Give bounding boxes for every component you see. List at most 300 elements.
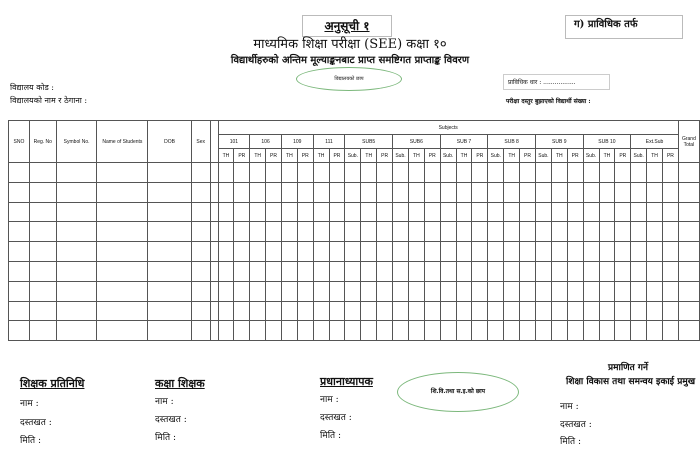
table-cell	[456, 281, 472, 301]
table-cell	[488, 163, 504, 183]
table-cell	[313, 261, 329, 281]
table-cell	[250, 222, 266, 242]
subject-header-2: 109	[281, 135, 313, 149]
table-cell	[297, 202, 313, 222]
table-cell	[631, 182, 647, 202]
table-row	[9, 281, 700, 301]
table-cell	[567, 261, 583, 281]
table-cell	[361, 182, 377, 202]
table-cell	[9, 321, 30, 341]
table-row	[9, 242, 700, 262]
table-cell	[520, 261, 536, 281]
table-cell	[631, 202, 647, 222]
table-cell	[313, 163, 329, 183]
table-cell	[97, 281, 148, 301]
table-cell	[424, 222, 440, 242]
table-cell	[599, 202, 615, 222]
table-cell	[408, 301, 424, 321]
sub-header-1-0: TH	[250, 149, 266, 163]
table-cell	[250, 202, 266, 222]
table-cell	[218, 242, 234, 262]
table-cell	[393, 321, 409, 341]
table-cell	[678, 242, 699, 262]
table-cell	[583, 321, 599, 341]
table-cell	[234, 301, 250, 321]
table-cell	[599, 321, 615, 341]
table-cell	[393, 163, 409, 183]
table-cell	[440, 202, 456, 222]
table-cell	[678, 301, 699, 321]
table-cell	[266, 261, 282, 281]
table-cell	[97, 261, 148, 281]
table-cell	[551, 222, 567, 242]
table-cell	[535, 242, 551, 262]
certifier-date: मिति :	[560, 437, 582, 447]
table-cell	[148, 163, 191, 183]
sub-header-8-0: Sub.	[535, 149, 551, 163]
table-cell	[551, 281, 567, 301]
table-cell	[250, 301, 266, 321]
table-cell	[281, 261, 297, 281]
table-cell	[29, 301, 56, 321]
table-cell	[615, 163, 631, 183]
table-cell	[250, 281, 266, 301]
table-cell	[345, 163, 361, 183]
table-cell	[472, 242, 488, 262]
table-cell	[191, 202, 210, 222]
table-cell	[663, 163, 679, 183]
table-cell	[361, 202, 377, 222]
table-cell	[567, 222, 583, 242]
table-cell	[361, 261, 377, 281]
table-cell	[313, 202, 329, 222]
table-cell	[9, 301, 30, 321]
table-cell	[210, 301, 218, 321]
sub-header-2-0: TH	[281, 149, 297, 163]
table-cell	[234, 242, 250, 262]
table-cell	[266, 281, 282, 301]
table-cell	[663, 281, 679, 301]
table-cell	[29, 281, 56, 301]
table-cell	[678, 281, 699, 301]
table-cell	[393, 301, 409, 321]
table-cell	[535, 321, 551, 341]
table-cell	[647, 222, 663, 242]
table-cell	[456, 222, 472, 242]
table-cell	[424, 242, 440, 262]
table-cell	[266, 242, 282, 262]
table-cell	[678, 163, 699, 183]
sub-header-8-1: TH	[551, 149, 567, 163]
table-cell	[329, 242, 345, 262]
school-code-label: विद्यालय कोड :	[10, 83, 54, 92]
table-cell	[218, 222, 234, 242]
table-cell	[647, 182, 663, 202]
table-cell	[408, 202, 424, 222]
table-cell	[535, 281, 551, 301]
table-cell	[615, 182, 631, 202]
table-cell	[297, 163, 313, 183]
table-cell	[408, 163, 424, 183]
table-cell	[615, 242, 631, 262]
table-cell	[535, 261, 551, 281]
table-cell	[663, 261, 679, 281]
table-cell	[56, 202, 97, 222]
table-cell	[281, 202, 297, 222]
table-cell	[615, 321, 631, 341]
table-cell	[377, 301, 393, 321]
table-cell	[97, 301, 148, 321]
table-cell	[583, 261, 599, 281]
table-cell	[234, 261, 250, 281]
table-cell	[583, 281, 599, 301]
table-cell	[377, 222, 393, 242]
table-cell	[234, 222, 250, 242]
sub-header-1-1: PR	[266, 149, 282, 163]
table-cell	[29, 222, 56, 242]
table-cell	[567, 301, 583, 321]
table-cell	[647, 163, 663, 183]
table-cell	[266, 163, 282, 183]
table-cell	[440, 281, 456, 301]
table-cell	[583, 202, 599, 222]
table-cell	[583, 182, 599, 202]
subject-header-9: SUB 10	[583, 135, 631, 149]
marks-table	[8, 120, 700, 341]
table-cell	[281, 222, 297, 242]
table-cell	[408, 321, 424, 341]
table-cell	[440, 163, 456, 183]
sub-header-5-2: PR	[424, 149, 440, 163]
col-header-5: Sex	[191, 121, 210, 163]
table-cell	[631, 222, 647, 242]
table-cell	[345, 261, 361, 281]
table-cell	[551, 202, 567, 222]
table-cell	[313, 242, 329, 262]
table-cell	[329, 261, 345, 281]
table-cell	[297, 301, 313, 321]
table-cell	[535, 222, 551, 242]
table-cell	[678, 222, 699, 242]
table-cell	[583, 301, 599, 321]
table-cell	[504, 261, 520, 281]
table-cell	[377, 202, 393, 222]
table-cell	[218, 301, 234, 321]
table-cell	[631, 301, 647, 321]
table-cell	[377, 281, 393, 301]
table-cell	[599, 281, 615, 301]
table-cell	[520, 222, 536, 242]
table-cell	[345, 202, 361, 222]
table-cell	[488, 242, 504, 262]
table-cell	[472, 202, 488, 222]
table-cell	[440, 321, 456, 341]
table-cell	[191, 163, 210, 183]
table-cell	[148, 261, 191, 281]
table-cell	[520, 281, 536, 301]
col-header-2: Symbol​ No.	[56, 121, 97, 163]
table-cell	[218, 261, 234, 281]
table-cell	[266, 321, 282, 341]
table-cell	[408, 222, 424, 242]
table-cell	[615, 301, 631, 321]
table-cell	[266, 222, 282, 242]
table-cell	[9, 242, 30, 262]
table-cell	[210, 261, 218, 281]
subject-header-10: Ext.Sub	[631, 135, 679, 149]
table-cell	[678, 182, 699, 202]
table-cell	[361, 222, 377, 242]
table-cell	[440, 301, 456, 321]
table-cell	[281, 321, 297, 341]
table-cell	[210, 202, 218, 222]
page-subtitle: विद्यार्थीहरुको अन्तिम मूल्याङ्कनबाट प्राप्त समष्टिगत प्राप्ताङ्क विवरण	[230, 55, 470, 66]
table-cell	[297, 222, 313, 242]
table-cell	[361, 163, 377, 183]
class-teacher-name: नाम :	[155, 397, 174, 407]
table-cell	[148, 182, 191, 202]
school-stamp: विद्यालयको छाप	[296, 67, 402, 91]
table-cell	[456, 182, 472, 202]
table-cell	[313, 301, 329, 321]
sub-header-7-0: Sub.	[488, 149, 504, 163]
table-cell	[345, 222, 361, 242]
table-cell	[599, 261, 615, 281]
table-cell	[663, 242, 679, 262]
table-cell	[393, 281, 409, 301]
table-cell	[440, 242, 456, 262]
grand-total-header: Grand Total	[678, 121, 699, 163]
table-cell	[472, 222, 488, 242]
table-cell	[424, 281, 440, 301]
table-cell	[583, 163, 599, 183]
table-cell	[29, 163, 56, 183]
table-cell	[191, 281, 210, 301]
col-header-3: Name of Students	[97, 121, 148, 163]
table-cell	[456, 261, 472, 281]
table-cell	[408, 242, 424, 262]
table-cell	[313, 281, 329, 301]
principal-heading: प्रधानाध्यापक	[320, 375, 373, 388]
table-cell	[329, 163, 345, 183]
table-cell	[234, 163, 250, 183]
table-cell	[456, 301, 472, 321]
class-teacher-date: मिति :	[155, 433, 177, 443]
table-cell	[615, 202, 631, 222]
table-cell	[377, 182, 393, 202]
table-cell	[393, 182, 409, 202]
principal-signature: दस्तखत :	[320, 413, 352, 423]
table-cell	[281, 301, 297, 321]
table-cell	[567, 321, 583, 341]
subject-header-4: SUB5	[345, 135, 393, 149]
table-cell	[678, 321, 699, 341]
table-row	[9, 261, 700, 281]
table-cell	[250, 261, 266, 281]
certifier-office: शिक्षा विकास तथा समन्वय इकाई प्रमुख	[566, 377, 696, 387]
table-cell	[599, 242, 615, 262]
table-cell	[520, 202, 536, 222]
table-cell	[250, 242, 266, 262]
certifier-name: नाम :	[560, 402, 579, 412]
table-cell	[329, 182, 345, 202]
table-cell	[535, 182, 551, 202]
table-cell	[29, 182, 56, 202]
table-cell	[408, 261, 424, 281]
table-cell	[520, 301, 536, 321]
table-cell	[361, 321, 377, 341]
table-cell	[250, 321, 266, 341]
table-cell	[56, 281, 97, 301]
table-row	[9, 182, 700, 202]
table-cell	[520, 182, 536, 202]
table-cell	[488, 301, 504, 321]
table-cell	[297, 261, 313, 281]
table-cell	[408, 182, 424, 202]
table-cell	[567, 163, 583, 183]
subject-teacher-heading: शिक्षक प्रतिनिधि	[20, 377, 85, 390]
table-cell	[377, 261, 393, 281]
table-cell	[191, 222, 210, 242]
table-cell	[56, 242, 97, 262]
table-cell	[599, 301, 615, 321]
table-cell	[647, 202, 663, 222]
table-cell	[234, 182, 250, 202]
table-cell	[504, 182, 520, 202]
table-cell	[599, 222, 615, 242]
sub-header-2-1: PR	[297, 149, 313, 163]
table-cell	[504, 321, 520, 341]
table-cell	[97, 242, 148, 262]
table-cell	[218, 163, 234, 183]
subject-header-8: SUB 9	[535, 135, 583, 149]
table-cell	[250, 182, 266, 202]
table-cell	[9, 281, 30, 301]
exam-students-label: परीक्षा दस्तुर बुझाएको विद्यार्थी संख्या :	[506, 98, 591, 105]
table-row	[9, 222, 700, 242]
class-teacher-signature: दस्तखत :	[155, 415, 187, 425]
class-teacher-heading: कक्षा शिक्षक	[155, 377, 205, 390]
table-cell	[148, 321, 191, 341]
subject-teacher-signature: दस्तखत :	[20, 418, 52, 428]
table-cell	[567, 182, 583, 202]
table-cell	[678, 202, 699, 222]
sub-header-3-0: TH	[313, 149, 329, 163]
table-cell	[393, 242, 409, 262]
table-cell	[148, 281, 191, 301]
table-cell	[647, 261, 663, 281]
table-cell	[361, 281, 377, 301]
table-cell	[583, 242, 599, 262]
table-cell	[210, 321, 218, 341]
table-cell	[56, 301, 97, 321]
table-cell	[551, 182, 567, 202]
table-cell	[567, 242, 583, 262]
table-cell	[647, 281, 663, 301]
table-cell	[472, 301, 488, 321]
sub-header-4-0: Sub.	[345, 149, 361, 163]
table-cell	[663, 182, 679, 202]
table-cell	[615, 222, 631, 242]
table-cell	[424, 202, 440, 222]
table-cell	[148, 242, 191, 262]
sub-header-6-2: PR	[472, 149, 488, 163]
table-cell	[9, 222, 30, 242]
table-cell	[520, 242, 536, 262]
table-cell	[567, 281, 583, 301]
table-cell	[472, 182, 488, 202]
sub-header-3-1: PR	[329, 149, 345, 163]
table-cell	[234, 321, 250, 341]
table-cell	[488, 281, 504, 301]
subject-teacher-name: नाम :	[20, 399, 39, 409]
table-cell	[345, 182, 361, 202]
table-cell	[9, 163, 30, 183]
annex-label: अनुसूची १	[302, 15, 392, 37]
subject-header-3: 111	[313, 135, 345, 149]
table-cell	[599, 163, 615, 183]
sub-header-5-1: TH	[408, 149, 424, 163]
sub-header-6-0: Sub.	[440, 149, 456, 163]
table-cell	[535, 301, 551, 321]
table-cell	[456, 202, 472, 222]
sub-header-10-1: TH	[647, 149, 663, 163]
table-cell	[456, 321, 472, 341]
table-cell	[551, 301, 567, 321]
table-cell	[377, 321, 393, 341]
table-cell	[313, 321, 329, 341]
table-cell	[424, 301, 440, 321]
table-cell	[424, 261, 440, 281]
table-cell	[488, 261, 504, 281]
table-cell	[535, 202, 551, 222]
table-row	[9, 202, 700, 222]
table-cell	[218, 202, 234, 222]
table-cell	[281, 163, 297, 183]
table-cell	[663, 321, 679, 341]
table-cell	[504, 202, 520, 222]
table-cell	[535, 163, 551, 183]
stream-side-label: ग) प्राविधिक तर्फ	[565, 15, 683, 39]
sub-header-4-2: PR	[377, 149, 393, 163]
table-cell	[345, 321, 361, 341]
table-cell	[297, 182, 313, 202]
table-cell	[191, 321, 210, 341]
table-cell	[551, 321, 567, 341]
table-cell	[472, 321, 488, 341]
table-cell	[456, 163, 472, 183]
table-cell	[440, 222, 456, 242]
table-cell	[631, 281, 647, 301]
table-cell	[488, 222, 504, 242]
table-cell	[56, 222, 97, 242]
table-cell	[97, 182, 148, 202]
table-cell	[218, 182, 234, 202]
principal-date: मिति :	[320, 431, 342, 441]
table-cell	[440, 261, 456, 281]
table-cell	[551, 242, 567, 262]
table-cell	[266, 301, 282, 321]
col-header-1: Reg. No	[29, 121, 56, 163]
table-cell	[440, 182, 456, 202]
table-cell	[472, 261, 488, 281]
table-cell	[56, 321, 97, 341]
table-cell	[148, 301, 191, 321]
table-cell	[191, 261, 210, 281]
table-cell	[218, 281, 234, 301]
table-cell	[488, 202, 504, 222]
table-cell	[631, 242, 647, 262]
